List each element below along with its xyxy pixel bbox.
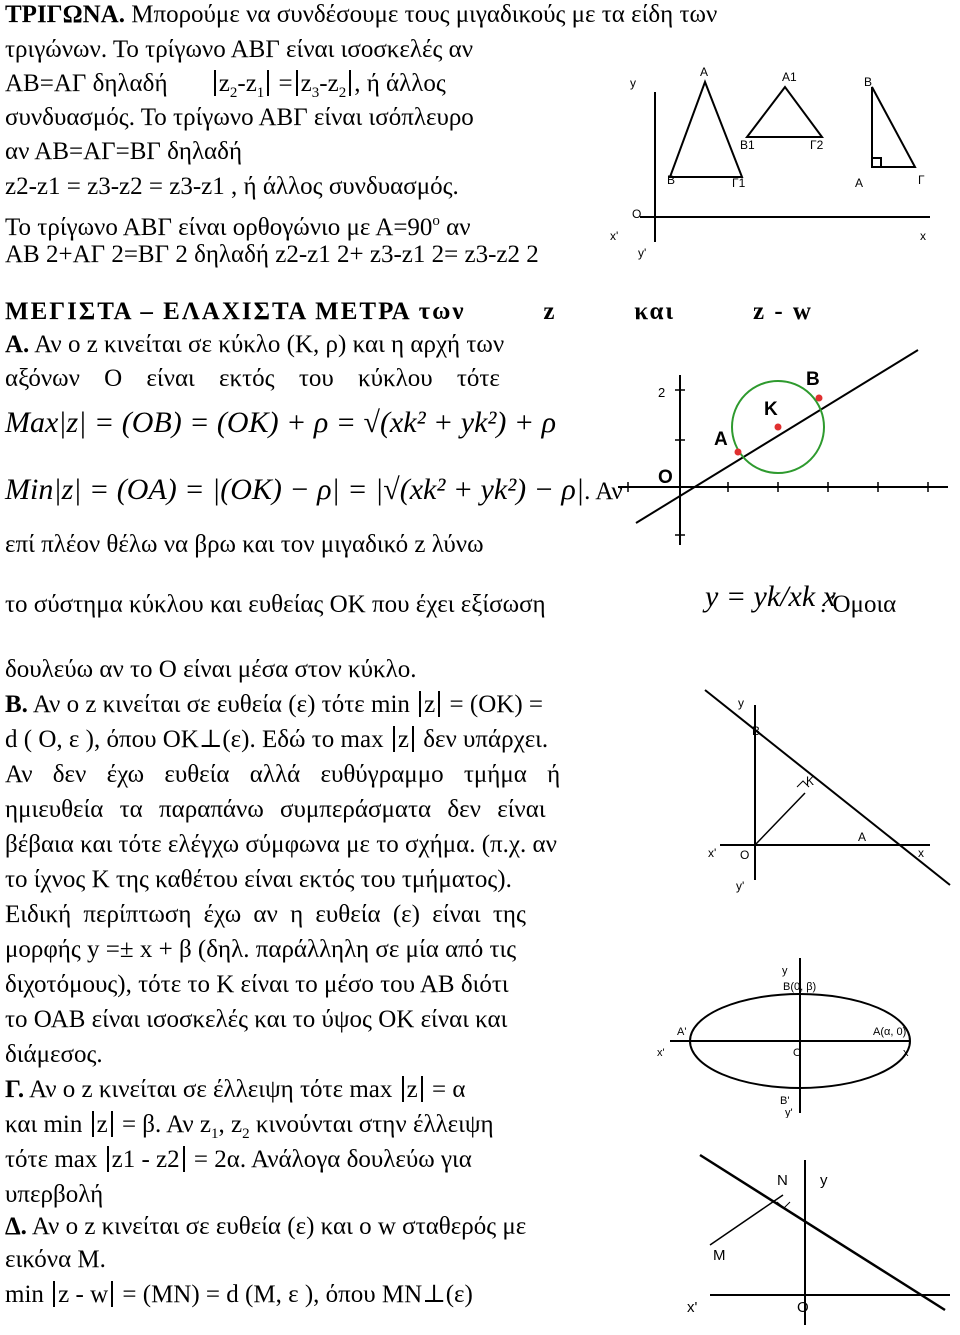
fig-label-xprime: x' (657, 1047, 665, 1059)
min-formula (5, 475, 623, 507)
part-a-line-5 (5, 655, 416, 685)
triangles-line-3-a: ΑΒ=ΑΓ δηλαδή (5, 70, 168, 97)
part-b-line-8 (5, 935, 516, 965)
triangles-heading: ΤΡΙΓΩΝΑ. (5, 1, 125, 28)
triangles-line-7-end: αν (446, 214, 471, 241)
label-B: B (806, 369, 820, 390)
z-symbol: z (406, 1076, 418, 1103)
fig-label-M: M (713, 1247, 726, 1264)
fig-label-Aprime: A' (677, 1026, 687, 1038)
fig-label-B-right: B (864, 75, 873, 89)
part-c-line-1-end: = α (432, 1076, 466, 1103)
part-b-line-9 (5, 970, 509, 1000)
part-b-line-7-text: Ειδική περίπτωση έχω αν η ευθεία (ε) είναι της (5, 901, 526, 928)
part-d-line-3-end: (ε) (445, 1281, 473, 1308)
section-title-main: ΜΕΓΙΣΤΑ – ΕΛΑΧΙΣΤΑ ΜΕΤΡΑ των (5, 298, 466, 325)
fig-label-G: Γ (918, 173, 925, 187)
fig-label-O: O (740, 848, 750, 862)
part-a-line-3-text: επί πλέον θέλω να βρω και τον μιγαδικό z λύνω (5, 531, 484, 558)
part-a-line-5-text: δουλεύω αν το Ο είναι μέσα στον κύκλο. (5, 656, 417, 683)
part-d-line-3-text: min (5, 1281, 44, 1308)
axis-ticks (628, 390, 928, 535)
fig-label-B: B (752, 724, 761, 738)
max-formula-text: Max|z| = (OB) = (OK) + ρ = √(xk² + yk²) + ρ (5, 406, 557, 439)
triangles-line-8 (5, 240, 539, 270)
fig-label-xprime: x' (610, 229, 619, 243)
perp-symbol: ⊥ (198, 726, 223, 753)
triangles-line-6-text: z2-z1 = z3-z2 = z3-z1 , ή άλλος συνδυασμός. (5, 173, 459, 200)
part-c-line-2-b: = β. Αν z (121, 1111, 211, 1138)
part-b-line-2-b: (ε). Εδώ το max (222, 726, 384, 753)
section-title-z: z (543, 298, 557, 325)
part-c-line-2-c: , z (218, 1111, 243, 1138)
right-angle-mark (872, 158, 881, 167)
z-symbol: z (397, 726, 409, 753)
label-K: K (764, 399, 778, 420)
part-b-line-2-end: δεν υπάρχει. (423, 726, 549, 753)
part-b-line-9-text: διχοτόμους), τότε το Κ είναι το μέσο του ΑΒ διότι (5, 971, 509, 998)
label-O: O (658, 467, 673, 488)
part-b-line-11-text: διάμεσος. (5, 1041, 103, 1068)
line-OK (636, 350, 918, 523)
equals: = (278, 70, 293, 97)
part-a-line-4-text: το σύστημα κύκλου και ευθείας ΟΚ που έχει εξίσωση (5, 591, 546, 618)
ellipse-figure (655, 958, 920, 1118)
fig-label-O: O (632, 207, 642, 221)
abs-bar (92, 1111, 94, 1137)
fig-label-A: A (858, 830, 867, 844)
line-equation (705, 582, 836, 612)
part-b-line-4 (5, 795, 665, 825)
segment-OK (755, 793, 805, 845)
part-b-head: Β. (5, 691, 28, 718)
abs-bar (438, 691, 440, 717)
abs-bar (393, 726, 395, 752)
part-b-line-6 (5, 865, 512, 895)
fig-label-yprime: y' (736, 879, 745, 893)
part-c-line-3-text: τότε max (5, 1146, 98, 1173)
part-b-line-7 (5, 900, 526, 930)
z-minus-w: z - w (58, 1281, 109, 1308)
tick-label-2: 2 (658, 385, 666, 400)
section-title-zw: z - w (752, 298, 813, 325)
fig-label-yprime: y' (638, 246, 647, 260)
minus-z: -z (237, 70, 257, 97)
equilateral-triangle (747, 87, 822, 137)
part-b-line-1-text: Αν ο z κινείται σε ευθεία (ε) τότε min (32, 691, 410, 718)
triangles-figure (610, 62, 950, 272)
triangles-line-4-text: συνδυασμός. Το τρίγωνο ΑΒΓ είναι ισόπλευρο (5, 104, 474, 131)
minus-z: -z (319, 70, 339, 97)
part-c-line-4-text: υπερβολή (5, 1181, 104, 1208)
triangles-line-8-text: ΑΒ 2+ΑΓ 2=ΒΓ 2 δηλαδή z2-z1 2+ z3-z1 2= z3-z2 2 (5, 241, 539, 268)
line-equation-text: y = yk/xk x (705, 580, 836, 613)
z-symbol: z (218, 70, 230, 97)
fig-label-N: N (777, 1172, 788, 1189)
isosceles-triangle (670, 82, 742, 177)
part-b-line-10-text: το ΟΑΒ είναι ισοσκελές και το ύψος ΟΚ είναι και (5, 1006, 508, 1033)
part-b-line-5-text: βέβαια και τότε ελέγχω σύμφωνα με το σχήμα. (π.χ. αν (5, 831, 557, 858)
abs-bar (111, 1111, 113, 1137)
abs-bar (402, 1076, 404, 1102)
part-d-line-3 (5, 1280, 473, 1310)
part-d-line-2-text: εικόνα Μ. (5, 1246, 106, 1273)
section-title-and: και (634, 298, 676, 325)
z-symbol: z (300, 70, 312, 97)
abs-bar (183, 1146, 185, 1172)
degree-mark: ο (432, 213, 440, 229)
part-b-line-2 (5, 725, 548, 755)
fig-label-G2: Γ2 (810, 138, 824, 152)
fig-label-y: y (820, 1172, 828, 1189)
fig-label-y: y (782, 965, 788, 977)
abs-bar (267, 70, 269, 96)
abs-bar (412, 726, 414, 752)
triangles-line-2-text: τριγώνων. Το τρίγωνο ΑΒΓ είναι ισοσκελές αν (5, 36, 474, 63)
part-a-line-4 (5, 590, 546, 620)
triangles-line-3: ΑΒ=ΑΓ δηλαδή $z_2-z_1 = z_3-z_2$ , ή άλλος (5, 70, 446, 101)
part-b-line-3-text: Αν δεν έχω ευθεία αλλά ευθύγραμμο τμήμα ή (5, 761, 561, 788)
part-c-line-3-end: = 2α. Ανάλογα δουλεύω για (193, 1146, 472, 1173)
triangles-line-5 (5, 137, 242, 167)
fig-label-xprime: x' (708, 846, 717, 860)
fig-label-y: y (630, 76, 636, 90)
fig-label-A1: A1 (782, 70, 797, 84)
fig-label-A-right: A (855, 176, 864, 190)
triangles-line-7 (5, 206, 471, 243)
part-c-line-1-text: Αν ο z κινείται σε έλλειψη τότε max (29, 1076, 393, 1103)
part-b-line-8-text: μορφής y =± x + β (δηλ. παράλληλη σε μία από τις (5, 936, 517, 963)
part-c-line-3 (5, 1145, 472, 1175)
part-d-line-2 (5, 1245, 106, 1275)
perp-symbol: ⊥ (422, 1281, 446, 1308)
part-b-line-1-end: = (ΟΚ) = (449, 691, 543, 718)
part-a-line-4-tail (820, 590, 896, 620)
part-b-line-11 (5, 1040, 103, 1070)
fig-label-O: O (797, 1299, 809, 1316)
part-a-head: Α. (5, 331, 30, 358)
abs-bar (111, 1281, 113, 1307)
min-formula-text: Min|z| = (OA) = |(OK) − ρ| = |√(xk² + yk²) − ρ| (5, 473, 585, 506)
part-b-line-5 (5, 830, 557, 860)
fig-label-x: x (903, 1047, 909, 1059)
fig-label-x: x (920, 229, 926, 243)
fig-label-x: x (918, 846, 924, 860)
part-a-line-1-text: Αν ο z κινείται σε κύκλο (Κ, ρ) και η αρχή των (34, 331, 505, 358)
abs-bar (107, 1146, 109, 1172)
part-b-line-2-text: d ( Ο, ε ), όπου ΟΚ (5, 726, 199, 753)
fig-label-K: K (806, 774, 815, 788)
part-a-line-1 (5, 330, 504, 360)
abs-bar (419, 691, 421, 717)
max-formula (5, 408, 556, 438)
fig-label-B: B (667, 173, 676, 187)
label-A: A (714, 429, 728, 450)
section-title (5, 297, 813, 327)
part-c-line-2-end: κινούνται στην έλλειψη (255, 1111, 494, 1138)
fig-label-A: A (700, 65, 709, 79)
abs-bar (296, 70, 298, 96)
segment-MN (710, 1195, 783, 1245)
z-difference: z1 - z2 (111, 1146, 180, 1173)
circle-figure (618, 335, 953, 560)
fig-label-Bprime: B' (780, 1095, 790, 1107)
fig-label-B1: B1 (740, 138, 755, 152)
part-c-head: Γ. (5, 1076, 25, 1103)
part-a-line-3 (5, 530, 484, 560)
distance-figure (685, 1150, 955, 1330)
z-symbol: z (424, 691, 436, 718)
triangles-line-7-text: Το τρίγωνο ΑΒΓ είναι ορθογώνιο με Α=90 (5, 214, 433, 241)
part-b-line-10 (5, 1005, 507, 1035)
part-a-line-2-text: αξόνων Ο είναι εκτός του κύκλου τότε (5, 365, 500, 392)
part-c-line-2: και min z = β. Αν $z_1$, $z_2$ κινούνται στην έλλειψη (5, 1111, 494, 1142)
abs-bar (349, 70, 351, 96)
part-a-line-4-tail-text: . Όμοια (820, 591, 897, 618)
abs-bar (421, 1076, 423, 1102)
min-formula-tail: . Αν (584, 478, 623, 505)
fig-label-B: B(0, β) (783, 981, 817, 993)
part-d-line-3-b: = (ΜΝ) = d (Μ, ε ), όπου ΜΝ (122, 1281, 423, 1308)
part-a-line-2 (5, 364, 600, 394)
part-b-line-3 (5, 760, 665, 790)
part-b-line-4-text: ημιευθεία τα παραπάνω συμπεράσματα δεν είναι (5, 796, 546, 823)
part-c-line-1 (5, 1075, 465, 1105)
part-d-head: Δ. (5, 1213, 27, 1240)
fig-label-xprime: x' (687, 1299, 698, 1316)
right-triangle (872, 87, 915, 167)
triangles-line-1-text: Μπορούμε να συνδέσουμε τους μιγαδικούς με τα είδη των (131, 1, 718, 28)
point-A (735, 449, 742, 456)
line-figure (700, 685, 955, 900)
triangles-line-6 (5, 172, 459, 202)
triangles-line-5-text: αν ΑΒ=ΑΓ=ΒΓ δηλαδή (5, 138, 243, 165)
fig-label-yprime: y' (785, 1107, 793, 1118)
point-K (775, 424, 782, 431)
z-symbol: z (96, 1111, 108, 1138)
part-d-line-1 (5, 1212, 526, 1242)
fig-label-O: O (793, 1047, 802, 1059)
fig-label-y: y (738, 696, 744, 710)
triangles-line-2 (5, 35, 590, 65)
part-c-line-4 (5, 1180, 103, 1210)
fig-label-A: A(α, 0) (873, 1026, 907, 1038)
triangles-line-4 (5, 103, 474, 133)
triangles-line-3-end: , ή άλλος (354, 70, 446, 97)
triangles-line-1 (5, 0, 915, 30)
part-b-line-6-text: το ίχνος Κ της καθέτου είναι εκτός του τμήματος). (5, 866, 512, 893)
part-d-line-1-text: Αν ο z κινείται σε ευθεία (ε) και ο w σταθερός με (31, 1213, 527, 1240)
abs-bar (214, 70, 216, 96)
part-c-line-2-text: και min (5, 1111, 83, 1138)
abs-bar (53, 1281, 55, 1307)
fig-label-G1: Γ1 (732, 176, 746, 190)
point-B (816, 395, 823, 402)
part-b-line-1 (5, 690, 543, 720)
